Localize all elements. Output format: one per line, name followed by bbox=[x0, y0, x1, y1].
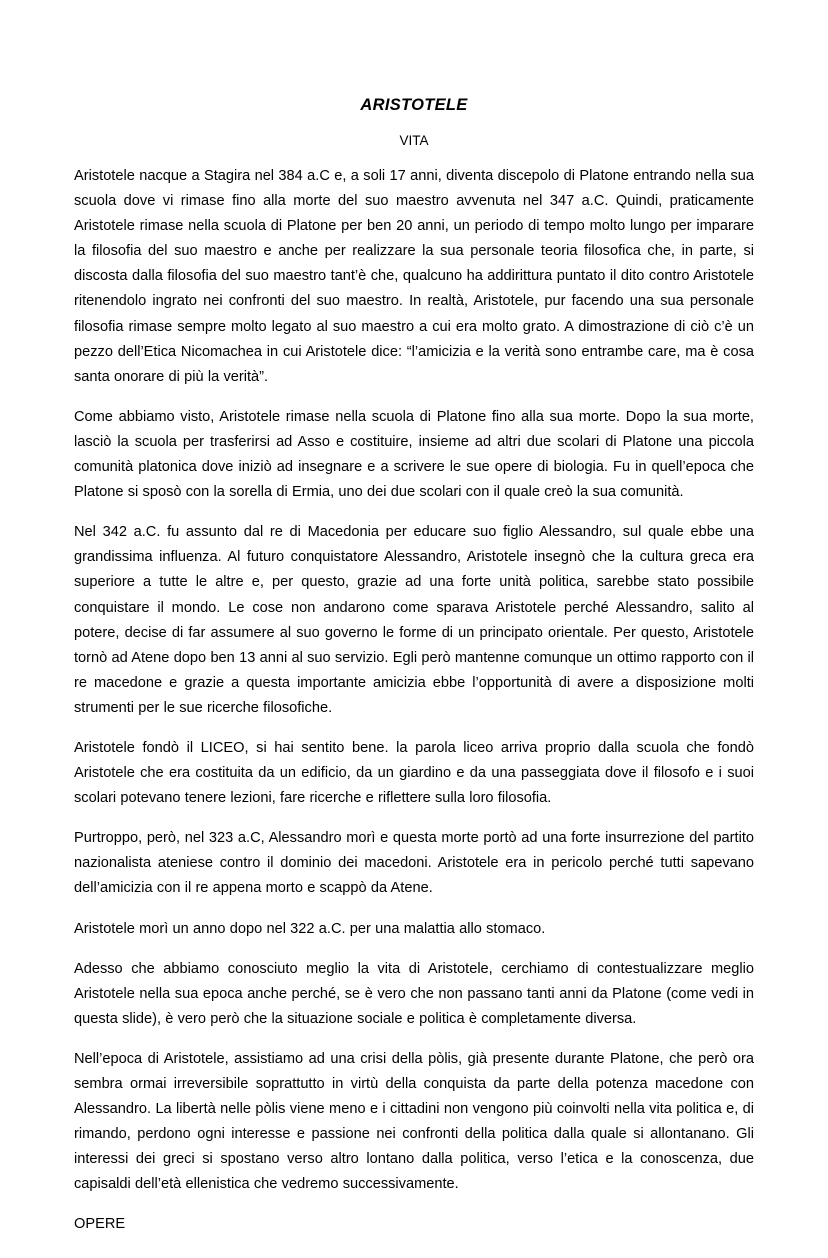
page-title: ARISTOTELE bbox=[360, 96, 468, 114]
paragraph: Nel 342 a.C. fu assunto dal re di Macedonia per educare suo figlio Alessandro, sul quale ebbe una grandissima influenza. Al futuro conquistatore Alessandro, Aristotele insegnò che la cultura greca era superiore a tutte le altre e, per questo, grazie ad una forte unità politica, sarebbe stato possibile conquistare il mondo. Le cose non andarono come sparava Aristotele perché Alessandro, salito al potere, decise di far assumere al suo governo le forme di un principato orientale. Per questo, Aristotele tornò ad Atene dopo ben 13 anni al suo servizio. Egli però mantenne comunque un ottimo rapporto con il re macedone e grazie a questa importante amicizia ebbe l’opportunità di avere a disposizione molti strumenti per le sue ricerche filosofiche. bbox=[74, 524, 754, 716]
paragraph: Adesso che abbiamo conosciuto meglio la vita di Aristotele, cerchiamo di contestualizzare meglio Aristotele nella sua epoca anche perché, se è vero che non passano tanti anni da Platone (come vedi in questa slide), è vero però che la situazione sociale e politica è completamente diversa. bbox=[74, 960, 754, 1027]
paragraph: Aristotele morì un anno dopo nel 322 a.C. per una malattia allo stomaco. bbox=[74, 920, 546, 937]
paragraph: Come abbiamo visto, Aristotele rimase nella scuola di Platone fino alla sua morte. Dopo la sua morte, lasciò la scuola per trasferirsi ad Asso e costituire, insieme ad altri due scolari di Platone una piccola comunità platonica dove iniziò ad insegnare e a scrivere le sue opere di biologia. Fu in quell’epoca che Platone si sposò con la sorella di Ermia, uno dei due scolari con il quale creò la sua comunità. bbox=[74, 408, 754, 501]
paragraph: Nell’epoca di Aristotele, assistiamo ad una crisi della pòlis, già presente durante Platone, che però ora sembra ormai irreversibile soprattutto in virtù della conquista da parte della potenza macedone con Alessandro. La libertà nelle pòlis viene meno e i cittadini non vengono più coinvolti nella vita politica e, di rimando, perdono ogni interesse e passione nei confronti della politica dalla quale si allontanano. Gli interessi dei greci si spostano verso altro lontano dalla politica, verso l’etica e la conoscenza, due capisaldi dell’età ellenistica che vedremo successivamente. bbox=[74, 1050, 754, 1193]
paragraph: Aristotele nacque a Stagira nel 384 a.C e, a soli 17 anni, diventa discepolo di Platone entrando nella sua scuola dove vi rimase fino alla morte del suo maestro avvenuta nel 347 a.C. Quindi, praticamente Aristotele rimase nella scuola di Platone per ben 20 anni, un periodo di tempo molto lungo per imparare la filosofia del suo maestro e anche per realizzare la sua personale teoria filosofica che, in parte, si discosta dalla filosofia del suo maestro tant’è che, qualcuno ha addirittura puntato il dito contro Aristotele ritenendolo ingrato nei confronti del suo maestro. In realtà, Aristotele, pur facendo una sua personale filosofia rimase sempre molto legato al suo maestro a cui era molto grato. A dimostrazione di ciò c’è un pezzo dell’Etica Nicomachea in cui Aristotele dice: “l’amicizia e la verità sono entrambe care, ma è cosa santa onorare di più la verità”. bbox=[74, 168, 754, 385]
paragraph: Aristotele fondò il LICEO, si hai sentito bene. la parola liceo arriva proprio dalla scuola che fondò Aristotele che era costituita da un edificio, da un giardino e da una passeggiata dove il filosofo e i suoi scolari potevano tenere lezioni, fare ricerche e riflettere sulla loro filosofia. bbox=[74, 739, 754, 807]
section-heading-vita: VITA bbox=[399, 133, 429, 148]
paragraph: Purtroppo, però, nel 323 a.C, Alessandro morì e questa morte portò ad una forte insurrezione del partito nazionalista ateniese contro il dominio dei macedoni. Aristotele era in pericolo perché tutti sapevano dell’amicizia con il re appena morto e scappò da Atene. bbox=[74, 830, 754, 897]
section-heading-opere: OPERE bbox=[74, 1216, 126, 1233]
